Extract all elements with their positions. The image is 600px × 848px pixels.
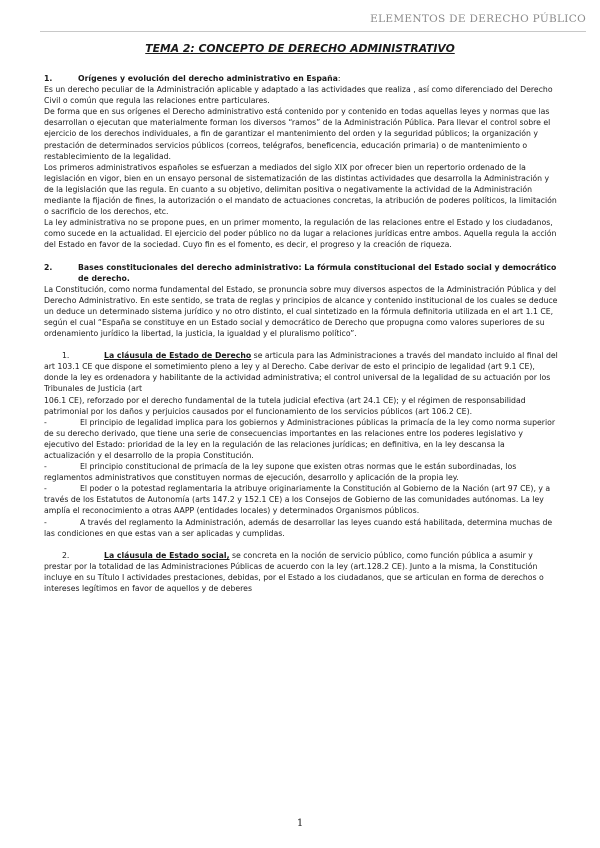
section-1-heading-colon: : (337, 74, 341, 83)
section-1-paragraph: La ley administrativa no se propone pues, en un primer momento, la regulación de las relaciones entre el Estado y los ciudadanos, como sucede en la actualidad. El ejercicio del poder público no da lugar a relaciones jurídicas entre ambos. Aquella regula la acción del Estado en favor de la sociedad. Cuyo fin es el fomento, es decir, el progreso y la creación de riqueza. (44, 218, 557, 250)
bullet-item (44, 461, 558, 483)
page-number: 1 (296, 818, 304, 829)
subsection-2-paragraph (44, 550, 558, 594)
bullet-item (44, 417, 558, 461)
section-1-number: 1. (44, 74, 53, 83)
section-1-heading-text: Orígenes y evolución del derecho administrativo en España (78, 74, 338, 83)
bullet-text: A través del reglamento la Administración, además de desarrollar las leyes cuando está habilitada, determina muchas de las condiciones en que estas van a ser aplicadas y cumplidas. (44, 517, 553, 538)
subsection-2-text: se concreta en la noción de servicio público, como función pública a asumir y prestar por la totalidad de las Administraciones Públicas de acuerdo con la ley (art.128.2 CE). Junto a la misma, la Constitución incluye en su Título I actividades prestaciones, debidas, por el Estado a los ciudadanos, que se articulan en forma de derechos o intereses legítimos en favor de aquellos y de deberes (44, 550, 544, 594)
document-title: TEMA 2: CONCEPTO DE DERECHO ADMINISTRATIVO (145, 42, 455, 55)
section-2-paragraph: La Constitución, como norma fundamental del Estado, se pronuncia sobre muy diversos aspectos de la Administración Pública y del Derecho Administrativo. En este sentido, se trata de reglas y principios de alcance y contenido institucional de los cuales se deduce un deduce un determinado sistema jurídico y no otro distinto, el cual sintetizado en la fórmula definitoria utilizada en el art 1.1 CE, según el cual “España se constituye en un Estado social y democrático de Derecho que propugna como valores superiores de su ordenamiento jurídico la libertad, la justicia, la igualdad y el pluralismo político”. (44, 284, 558, 339)
bullet-dash: - (44, 417, 47, 427)
bullet-dash: - (44, 517, 47, 527)
subsection-2-label: La cláusula de Estado social, (104, 550, 230, 560)
section-1-paragraph: Los primeros administrativos españoles se esfuerzan a mediados del siglo XIX por ofrecer bien un repertorio ordenado de la legislación en vigor, bien en un ensayo personal de sistematización de las distintas actividades que desarrolla la Administración y de la legislación que las regula. En cuanto a su objetivo, delimitan positiva o negativamente la actividad de la Administración mediante la fijación de fines, la autorización o el mandato de actuaciones concretas, la atribución de poderes políticos, la limitación o sacrificio de los derechos, etc. (44, 162, 557, 217)
subsection-2-number: 2. (62, 550, 70, 560)
section-1-heading (44, 73, 558, 84)
running-header: ELEMENTOS DE DERECHO PÚBLICO (370, 13, 586, 25)
bullet-text: El poder o la potestad reglamentaria la atribuye originariamente la Constitución al Gobierno de la Nación (art 97 CE), y a través de los Estatutos de Autonomía (arts 147.2 y 152.1 CE) a los Consejos de Gobierno de las comunidades autónomas. La ley amplía el reconocimiento a otras AAPP (entidades locales) y determinados Organismos públicos. (44, 484, 551, 516)
section-1-paragraph: De forma que en sus orígenes el Derecho administrativo está contenido por y contenido en todas aquellas leyes y normas que las desarrollan o ejecutan que materialmente forman los diversos “ramos” de la Administración Pública. Para llevar el control sobre el ejercicio de los derechos individuales, a fin de garantizar el mantenimiento del orden y la seguridad públicos; la organización y prestación de determinados servicios públicos (correos, telégrafos, beneficencia, educación primaria) o de mantenimiento o restablecimiento de la legalidad. (44, 107, 551, 161)
subsection-1-number: 1. (62, 351, 70, 361)
section-1-paragraph: Es un derecho peculiar de la Administración aplicable y adaptado a las actividades que realiza , así como diferenciado del Derecho Civil o común que regula las relaciones entre particulares. (44, 85, 553, 106)
bullet-item (44, 517, 558, 539)
document-body (44, 73, 558, 594)
section-2-number: 2. (44, 262, 53, 272)
bullet-text: El principio de legalidad implica para los gobiernos y Administraciones públicas la primacía de la ley como norma superior de su derecho derivado, que tiene una serie de consecuencias importantes en las relaciones entre los poderes legislativo y ejecutivo del Estado: prioridad de la ley en la regulación de las relaciones jurídicas; en definitiva, en la ley descansa la actualización y el desarrollo de la propia Constitución. (44, 417, 556, 460)
bullet-dash: - (44, 462, 47, 472)
subsection-1-label: La cláusula de Estado de Derecho (104, 351, 252, 361)
section-2-heading (44, 262, 558, 284)
section-2-heading-text: Bases constitucionales del derecho administrativo: La fórmula constitucional del Estado social y democrático de derecho. (78, 262, 557, 283)
subsection-1-continuation: 106.1 CE), reforzado por el derecho fundamental de la tutela judicial efectiva (art 24.1 CE); y el régimen de responsabilidad patrimonial por los daños y perjuicios causados por el funcionamiento de los servicios públicos (art 106.2 CE). (44, 395, 526, 416)
bullet-item (44, 483, 558, 516)
subsection-1-paragraph (44, 350, 558, 394)
subsection-1-text: se articula para las Administraciones a través del mandato incluido al final del art 103.1 CE que dispone el sometimiento pleno a ley y al Derecho. Cabe derivar de esto el principio de legalidad (art 9.1 CE), donde la ley es ordenadora y habilitante de la actividad administrativa; el control universal de la legalidad de su actuación por los Tribunales de Justicia (art (44, 351, 558, 394)
header-rule (40, 31, 586, 32)
bullet-dash: - (44, 484, 47, 494)
bullet-text: El principio constitucional de primacía de la ley supone que existen otras normas que le están subordinadas, los reglamentos administrativos que constituyen normas de ejecución, desarrollo y aplicación de la propia ley. (44, 462, 517, 483)
